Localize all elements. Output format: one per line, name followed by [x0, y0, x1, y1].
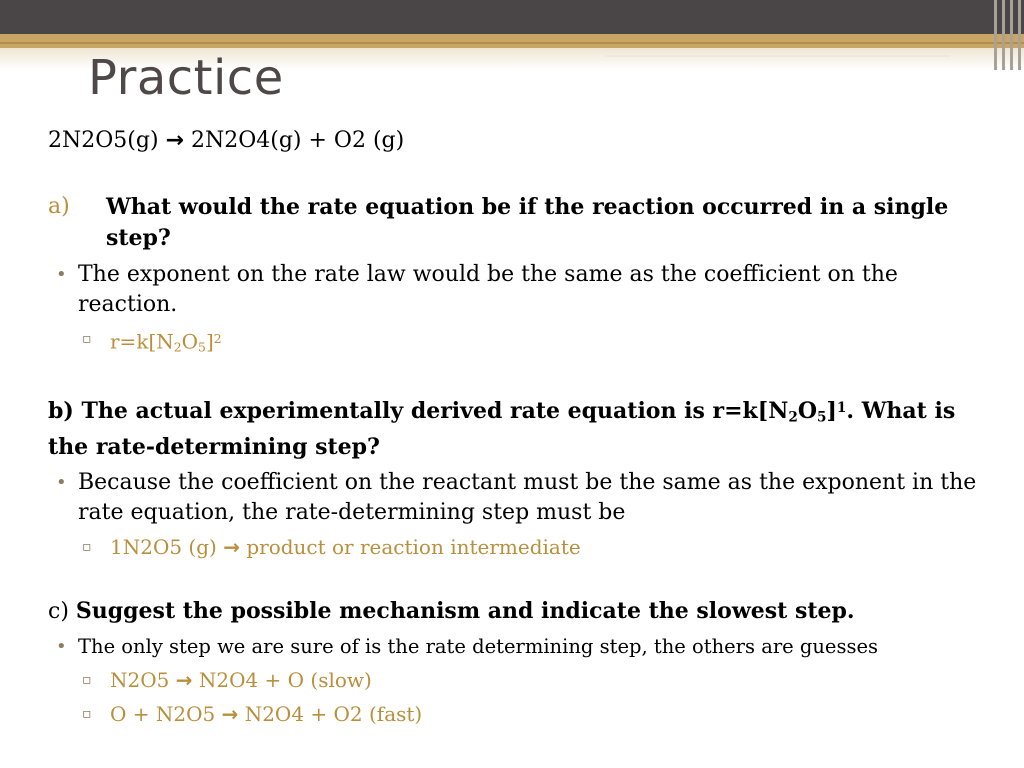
equation-products: 2N2O4(g) + O2 (g)	[190, 128, 405, 153]
question-c	[48, 596, 998, 627]
question-c-label: c)	[48, 599, 69, 625]
rate-law-a-mid: O	[181, 329, 199, 354]
question-b-close: ]	[826, 397, 837, 424]
rate-step-b-left: 1N2O5 (g)	[110, 535, 217, 560]
slide-content	[48, 126, 998, 729]
question-a	[48, 192, 998, 254]
rate-step-b-right: product or reaction intermediate	[246, 535, 581, 560]
answer-b-bullet	[48, 468, 998, 528]
rate-law-a-prefix: r=k[N	[110, 329, 174, 354]
mechanism-step-2-right: N2O4 + O2 (fast)	[244, 702, 423, 727]
equation-arrow-icon: →	[165, 128, 184, 153]
question-a-label: a)	[48, 194, 70, 219]
header-dark-band	[0, 0, 1024, 34]
header-accent-line	[605, 55, 950, 57]
header-right-stripes	[988, 0, 1024, 70]
question-c-text: Suggest the possible mechanism and indicate the slowest step.	[75, 598, 855, 625]
gold-band-line	[0, 42, 1024, 44]
answer-b-text: Because the coefficient on the reactant must be the same as the exponent in the rate equation, the rate-determining step must be	[78, 470, 977, 526]
mechanism-step-1-arrow-icon: →	[175, 668, 193, 693]
mechanism-step-2-arrow-icon: →	[221, 702, 239, 727]
question-b	[48, 393, 998, 463]
answer-c-text: The only step we are sure of is the rate determining step, the others are guesses	[78, 635, 879, 659]
mechanism-step-2	[48, 699, 998, 729]
page-title: Practice	[88, 50, 284, 106]
rate-law-a-sub1: 2	[173, 339, 182, 355]
equation-reactants: 2N2O5(g)	[48, 128, 159, 153]
answer-a-bullet	[48, 260, 998, 320]
mechanism-step-1-right: N2O4 + O (slow)	[198, 668, 372, 693]
rate-law-a-exponent: 2	[213, 331, 222, 346]
question-b-prefix: b) The actual experimentally derived rate equation is r=k[N	[48, 397, 789, 424]
rate-law-a-sub2: 5	[198, 339, 206, 355]
header-gold-band	[0, 34, 1024, 48]
rate-step-b	[48, 532, 998, 562]
rate-law-a	[48, 324, 998, 363]
rate-step-b-arrow-icon: →	[223, 535, 240, 560]
question-b-sub1: 2	[788, 409, 798, 426]
mechanism-step-1	[48, 665, 998, 695]
question-b-exponent: 1	[836, 399, 847, 416]
question-a-text: What would the rate equation be if the reaction occurred in a single step?	[106, 194, 949, 251]
rate-law-a-close: ]	[205, 329, 214, 354]
question-b-suffix: . What is the rate-determining step?	[48, 397, 956, 461]
question-b-mid: O	[797, 397, 817, 424]
main-equation	[48, 126, 998, 156]
mechanism-step-1-left: N2O5	[110, 668, 170, 693]
answer-c-bullet	[48, 633, 998, 661]
answer-a-text: The exponent on the rate law would be the same as the coefficient on the reaction.	[78, 262, 898, 317]
question-b-sub2: 5	[816, 409, 827, 426]
mechanism-step-2-left: O + N2O5	[110, 702, 216, 727]
